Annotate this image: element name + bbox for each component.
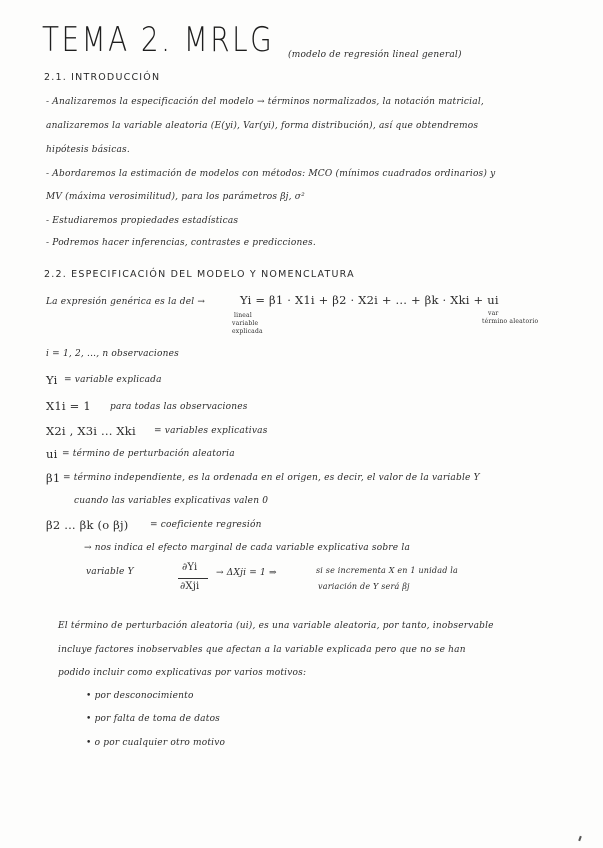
perturbation-paragraph-line3: podido incluir como explicativas por varios motivos: <box>58 668 307 678</box>
motivo-otro: • o por cualquier otro motivo <box>86 738 226 748</box>
equation-note-lineal: lineal <box>234 312 252 319</box>
bullet-especificacion-line3: hipótesis básicas. <box>46 145 130 155</box>
betak-explanation-line1: → nos indica el efecto marginal de cada variable explicativa sobre la <box>84 543 411 553</box>
definition-beta1-line1: = término independiente, es la ordenada en el origen, es decir, el valor de la variable Y <box>63 473 480 483</box>
fraction-result: → ΔXji = 1 ⇒ <box>216 568 277 578</box>
definition-xki: = variables explicativas <box>154 426 268 436</box>
motivo-falta-datos: • por falta de toma de datos <box>86 714 221 724</box>
symbol-betak: β2 ... βk (o βj) <box>46 518 129 532</box>
symbol-beta1: β1 <box>46 471 61 485</box>
equation-lead: La expresión genérica es la del → <box>46 297 206 307</box>
definition-ui: = término de perturbación aleatoria <box>62 449 235 459</box>
symbol-xki: X2i , X3i ... Xki <box>46 424 136 438</box>
equation-note-var: var <box>488 310 499 317</box>
fraction-denominator: ∂Xji <box>180 581 200 592</box>
regression-equation: Yi = β1 · X1i + β2 · X2i + ... + βk · Xki + ui <box>240 293 499 307</box>
definition-yi: = variable explicada <box>64 375 162 385</box>
equation-note-termino-aleatorio: término aleatorio <box>482 318 539 325</box>
symbol-ui: ui <box>46 447 58 461</box>
section-heading-especificacion: 2.2. ESPECIFICACIÓN DEL MODELO Y NOMENCLATURA <box>44 269 355 280</box>
bullet-propiedades: - Estudiaremos propiedades estadísticas <box>46 216 239 226</box>
betak-explanation-line2: variable Y <box>86 567 134 577</box>
motivo-desconocimiento: • por desconocimiento <box>86 691 194 701</box>
symbol-yi: Yi <box>46 373 58 387</box>
perturbation-paragraph-line1: El término de perturbación aleatoria (ui), es una variable aleatoria, por tanto, inobservable <box>58 621 494 631</box>
page-title: TEMA 2. MRLG <box>42 20 275 60</box>
definition-beta1-line2: cuando las variables explicativas valen 0 <box>74 496 269 506</box>
bullet-estimacion-line2: MV (máxima verosimilitud), para los parámetros βj, σ² <box>46 192 305 202</box>
bullet-especificacion-line1: - Analizaremos la especificación del modelo → términos normalizados, la notación matricial, <box>46 97 484 107</box>
pen-mark <box>578 836 582 841</box>
equation-note-explicada: explicada <box>232 328 263 335</box>
perturbation-paragraph-line2: incluye factores inobservables que afectan a la variable explicada pero que no se han <box>58 645 466 655</box>
fraction-bar <box>178 578 208 579</box>
bullet-estimacion-line1: - Abordaremos la estimación de modelos con métodos: MCO (mínimos cuadrados ordinarios) y <box>46 169 496 179</box>
fraction-note-line1: si se incrementa X en 1 unidad la <box>316 566 458 575</box>
bullet-especificacion-line2: analizaremos la variable aleatoria (E(yi), Var(yi), forma distribución), así que obtendremos <box>46 121 479 131</box>
equation-note-variable: variable <box>232 320 259 327</box>
bullet-inferencias: - Podremos hacer inferencias, contrastes e predicciones. <box>46 238 316 248</box>
definition-i: i = 1, 2, ..., n observaciones <box>46 349 179 359</box>
section-heading-introduccion: 2.1. INTRODUCCIÓN <box>44 72 161 83</box>
fraction-numerator: ∂Yi <box>182 562 198 573</box>
definition-betak: = coeficiente regresión <box>150 520 262 530</box>
definition-x1i: para todas las observaciones <box>110 402 248 412</box>
page-subtitle: (modelo de regresión lineal general) <box>288 50 462 60</box>
symbol-x1i: X1i = 1 <box>46 399 91 413</box>
fraction-note-line2: variación de Y será βj <box>318 582 410 591</box>
